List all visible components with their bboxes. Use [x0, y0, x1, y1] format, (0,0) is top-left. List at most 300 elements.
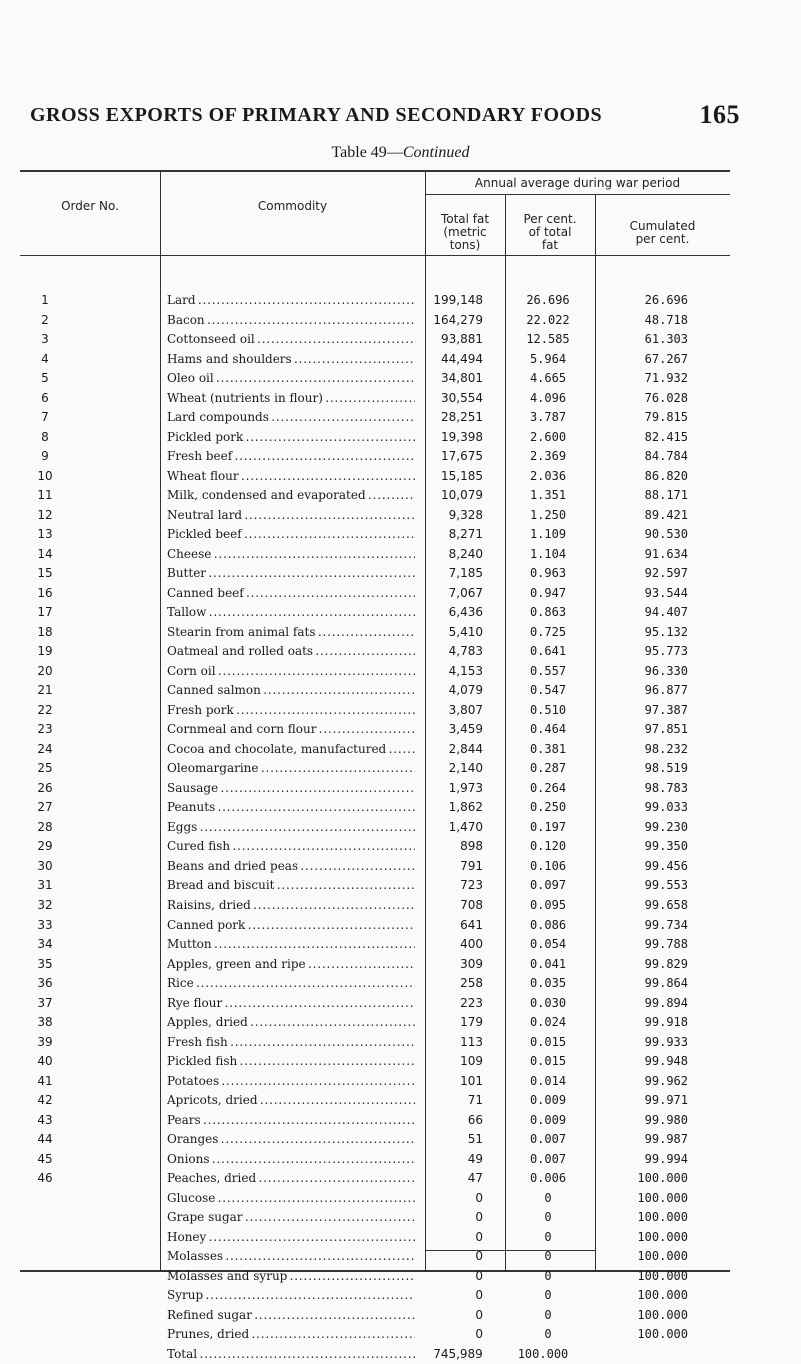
cell-commodity: Hams and shoulders . . .	[167, 352, 415, 366]
cell-fat: 101	[460, 1073, 483, 1088]
cell-commodity: Canned beef . . .	[167, 586, 415, 600]
page-number: 165	[699, 100, 740, 129]
cell-fat: 0	[475, 1288, 483, 1303]
cell-pct: 4.665	[529, 371, 567, 386]
cell-pct: 22.022	[526, 312, 570, 327]
cell-commodity: Wheat (nutrients in flour) . . .	[167, 391, 415, 405]
table-row	[0, 974, 801, 994]
cell-no: 1	[41, 293, 49, 307]
cell-no: 31	[37, 878, 53, 893]
table-row	[0, 311, 801, 331]
cell-cum: 98.519	[644, 761, 688, 776]
cell-commodity: Beans and dried peas . . .	[167, 859, 415, 873]
cell-fat: 3,807	[448, 702, 483, 717]
cell-pct: 0.641	[529, 644, 567, 659]
cell-fat: 400	[460, 937, 483, 952]
table-row	[0, 837, 801, 857]
table-row	[0, 1091, 801, 1111]
cell-commodity: Apricots, dried . . .	[167, 1093, 415, 1107]
cell-pct: 0	[544, 1210, 552, 1225]
table-row	[0, 1111, 801, 1131]
cell-pct: 0.106	[529, 858, 567, 873]
cell-no: 17	[37, 605, 53, 620]
cell-fat: 199,148	[433, 293, 483, 307]
cell-fat: 3,459	[448, 722, 483, 737]
caption-continued: Continued	[402, 144, 470, 161]
cell-pct: 0.054	[529, 937, 567, 952]
cell-cum: 95.773	[644, 644, 688, 659]
cell-cum: 99.734	[644, 917, 688, 932]
cell-no: 37	[37, 995, 53, 1010]
cell-fat: 10,079	[441, 488, 483, 503]
cell-pct: 0	[544, 1288, 552, 1303]
cell-pct: 0	[544, 1307, 552, 1322]
cell-fat: 71	[467, 1093, 483, 1108]
cell-pct: 0.041	[529, 956, 567, 971]
cell-pct: 1.104	[529, 546, 567, 561]
cell-commodity: Canned pork . . .	[167, 918, 415, 932]
cell-commodity: Oleo oil . . .	[167, 371, 415, 385]
cell-cum: 99.987	[644, 1132, 688, 1147]
table-row	[0, 603, 801, 623]
cell-no: 9	[41, 449, 49, 464]
table-row	[0, 740, 801, 760]
cell-no: 30	[37, 858, 53, 873]
cell-pct: 0.024	[529, 1015, 567, 1030]
cell-cum: 48.718	[644, 312, 688, 327]
cell-commodity: Apples, dried . . .	[167, 1015, 415, 1029]
cell-no: 21	[37, 683, 53, 698]
cell-pct: 0.086	[529, 917, 567, 932]
cell-no: 13	[37, 527, 53, 542]
cell-cum: 100.000	[637, 1190, 688, 1205]
table-row	[0, 291, 801, 311]
table-row	[0, 701, 801, 721]
cell-pct: 0	[544, 1249, 552, 1264]
header-per-cent: Per cent. of total fat	[523, 212, 577, 252]
cell-fat: 791	[460, 858, 483, 873]
table-row	[0, 955, 801, 975]
cell-no: 15	[37, 566, 53, 581]
cell-pct: 0.120	[529, 839, 567, 854]
cell-cum: 76.028	[644, 390, 688, 405]
table-row	[0, 1286, 801, 1306]
table-row	[0, 779, 801, 799]
table-row	[0, 545, 801, 565]
cell-cum: 61.303	[644, 332, 688, 347]
table-row	[0, 584, 801, 604]
cell-commodity: Sausage . . .	[167, 781, 415, 795]
cell-fat: 47	[467, 1171, 483, 1186]
cell-no: 44	[37, 1132, 53, 1147]
cell-cum: 98.232	[644, 741, 688, 756]
cell-cum: 93.544	[644, 585, 688, 600]
cell-cum: 97.387	[644, 702, 688, 717]
cell-pct: 0.006	[529, 1171, 567, 1186]
cell-pct: 2.600	[529, 429, 567, 444]
table-row	[0, 1033, 801, 1053]
cell-pct: 0.097	[529, 878, 567, 893]
cell-commodity: Potatoes . . .	[167, 1074, 415, 1088]
table-label: Table 49	[331, 144, 387, 161]
cell-cum: 95.132	[644, 624, 688, 639]
cell-fat: 66	[467, 1112, 483, 1127]
cell-no: 32	[37, 897, 53, 912]
total-label: Total . . .	[167, 1347, 415, 1361]
cell-commodity: Pickled beef . . .	[167, 527, 415, 541]
cell-commodity: Refined sugar . . .	[167, 1308, 415, 1322]
cell-cum: 99.456	[644, 858, 688, 873]
cell-fat: 4,153	[448, 663, 483, 678]
total-fat: 745,989	[433, 1346, 483, 1361]
cell-cum: 99.971	[644, 1093, 688, 1108]
table-row	[0, 525, 801, 545]
cell-no: 4	[41, 351, 49, 366]
cell-commodity: Cottonseed oil . . .	[167, 332, 415, 346]
cell-no: 38	[37, 1015, 53, 1030]
cell-no: 2	[41, 312, 49, 327]
cell-commodity: Pickled pork . . .	[167, 430, 415, 444]
table-row	[0, 1247, 801, 1267]
table-row	[0, 935, 801, 955]
cell-no: 7	[41, 410, 49, 425]
cell-no: 43	[37, 1112, 53, 1127]
cell-fat: 0	[475, 1190, 483, 1205]
table-row	[0, 1150, 801, 1170]
cell-cum: 99.033	[644, 800, 688, 815]
cell-cum: 79.815	[644, 410, 688, 425]
cell-commodity: Cocoa and chocolate, manufactured . . .	[167, 742, 415, 756]
cell-commodity: Milk, condensed and evaporated . . .	[167, 488, 415, 502]
cell-fat: 0	[475, 1327, 483, 1342]
cell-no: 45	[37, 1151, 53, 1166]
cell-fat: 723	[460, 878, 483, 893]
cell-pct: 0.030	[529, 995, 567, 1010]
cell-cum: 99.658	[644, 897, 688, 912]
cell-fat: 5,410	[448, 624, 483, 639]
cell-fat: 898	[460, 839, 483, 854]
cell-cum: 97.851	[644, 722, 688, 737]
cell-cum: 99.918	[644, 1015, 688, 1030]
cell-pct: 0.264	[529, 780, 567, 795]
cell-pct: 0.725	[529, 624, 567, 639]
table-row	[0, 662, 801, 682]
cell-pct: 1.351	[529, 488, 567, 503]
cell-cum: 89.421	[644, 507, 688, 522]
table-row	[0, 1208, 801, 1228]
cell-commodity: Raisins, dried . . .	[167, 898, 415, 912]
table-row	[0, 1169, 801, 1189]
table-row	[0, 428, 801, 448]
cell-cum: 98.783	[644, 780, 688, 795]
cell-pct: 0.007	[529, 1151, 567, 1166]
cell-pct: 1.109	[529, 527, 567, 542]
cell-fat: 17,675	[441, 449, 483, 464]
cell-pct: 0.009	[529, 1112, 567, 1127]
cell-commodity: Honey . . .	[167, 1230, 415, 1244]
cell-no: 46	[37, 1171, 53, 1186]
cell-pct: 2.036	[529, 468, 567, 483]
cell-commodity: Stearin from animal fats . . .	[167, 625, 415, 639]
cell-commodity: Syrup . . .	[167, 1288, 415, 1302]
cell-fat: 7,185	[448, 566, 483, 581]
group-header-rule	[425, 194, 730, 195]
table-row	[0, 623, 801, 643]
cell-no: 20	[37, 663, 53, 678]
cell-commodity: Prunes, dried . . .	[167, 1327, 415, 1341]
cell-commodity: Lard . . .	[167, 293, 415, 307]
cell-commodity: Rye flour . . .	[167, 996, 415, 1010]
cell-no: 27	[37, 800, 53, 815]
cell-no: 39	[37, 1034, 53, 1049]
cell-fat: 19,398	[441, 429, 483, 444]
table-row	[0, 896, 801, 916]
cell-commodity: Fresh pork . . .	[167, 703, 415, 717]
table-row	[0, 1267, 801, 1287]
cell-fat: 4,783	[448, 644, 483, 659]
cell-fat: 2,844	[448, 741, 483, 756]
cell-fat: 8,240	[448, 546, 483, 561]
cell-fat: 109	[460, 1054, 483, 1069]
cell-commodity: Oatmeal and rolled oats . . .	[167, 644, 415, 658]
cell-no: 26	[37, 780, 53, 795]
cell-pct: 0.197	[529, 819, 567, 834]
cell-fat: 30,554	[441, 390, 483, 405]
cell-commodity: Fresh fish . . .	[167, 1035, 415, 1049]
cell-fat: 179	[460, 1015, 483, 1030]
header-order-no: Order No.	[61, 199, 119, 213]
cell-cum: 100.000	[637, 1268, 688, 1283]
cell-pct: 3.787	[529, 410, 567, 425]
cell-cum: 96.877	[644, 683, 688, 698]
cell-cum: 99.933	[644, 1034, 688, 1049]
cell-no: 24	[37, 741, 53, 756]
table-row	[0, 759, 801, 779]
cell-pct: 0.510	[529, 702, 567, 717]
cell-commodity: Rice . . .	[167, 976, 415, 990]
cell-pct: 0.015	[529, 1034, 567, 1049]
cell-commodity: Onions . . .	[167, 1152, 415, 1166]
cell-no: 3	[41, 332, 49, 347]
table-body	[0, 291, 801, 1364]
cell-pct: 2.369	[529, 449, 567, 464]
cell-fat: 0	[475, 1249, 483, 1264]
table-row	[0, 408, 801, 428]
cell-pct: 0.250	[529, 800, 567, 815]
cell-fat: 309	[460, 956, 483, 971]
cell-cum: 88.171	[644, 488, 688, 503]
cell-fat: 164,279	[433, 312, 483, 327]
cell-commodity: Butter . . .	[167, 566, 415, 580]
cell-pct: 0	[544, 1327, 552, 1342]
cell-cum: 99.553	[644, 878, 688, 893]
cell-commodity: Corn oil . . .	[167, 664, 415, 678]
cell-cum: 100.000	[637, 1288, 688, 1303]
cell-commodity: Bacon . . .	[167, 313, 415, 327]
cell-pct: 0.015	[529, 1054, 567, 1069]
table-row	[0, 369, 801, 389]
cell-pct: 1.250	[529, 507, 567, 522]
cell-fat: 7,067	[448, 585, 483, 600]
cell-pct: 0	[544, 1229, 552, 1244]
total-row	[0, 1345, 801, 1364]
cell-no: 36	[37, 976, 53, 991]
cell-pct: 26.696	[526, 293, 570, 307]
cell-cum: 100.000	[637, 1249, 688, 1264]
cell-no: 6	[41, 390, 49, 405]
table-row	[0, 1052, 801, 1072]
table-row	[0, 389, 801, 409]
table-row	[0, 876, 801, 896]
cell-pct: 0.287	[529, 761, 567, 776]
cell-cum: 92.597	[644, 566, 688, 581]
cell-no: 35	[37, 956, 53, 971]
cell-fat: 1,470	[448, 819, 483, 834]
cell-no: 41	[37, 1073, 53, 1088]
table-row	[0, 798, 801, 818]
cell-commodity: Glucose . . .	[167, 1191, 415, 1205]
running-head-title: GROSS EXPORTS OF PRIMARY AND SECONDARY FOODS	[30, 104, 603, 126]
cell-pct: 0	[544, 1190, 552, 1205]
cell-fat: 641	[460, 917, 483, 932]
total-pct: 100.000	[517, 1346, 569, 1361]
cell-fat: 51	[467, 1132, 483, 1147]
cell-commodity: Neutral lard . . .	[167, 508, 415, 522]
cell-fat: 6,436	[448, 605, 483, 620]
cell-no: 10	[37, 468, 53, 483]
cell-fat: 1,862	[448, 800, 483, 815]
cell-fat: 28,251	[441, 410, 483, 425]
cell-fat: 223	[460, 995, 483, 1010]
cell-no: 23	[37, 722, 53, 737]
cell-no: 28	[37, 819, 53, 834]
table-row	[0, 720, 801, 740]
cell-fat: 0	[475, 1307, 483, 1322]
cell-cum: 26.696	[644, 293, 688, 307]
table-row	[0, 1228, 801, 1248]
cell-pct: 0.009	[529, 1093, 567, 1108]
cell-commodity: Lard compounds . . .	[167, 410, 415, 424]
cell-no: 11	[37, 488, 53, 503]
cell-cum: 71.932	[644, 371, 688, 386]
cell-cum: 99.829	[644, 956, 688, 971]
table-row	[0, 1325, 801, 1345]
cell-fat: 258	[460, 976, 483, 991]
cell-fat: 0	[475, 1229, 483, 1244]
cell-cum: 99.980	[644, 1112, 688, 1127]
cell-pct: 0.863	[529, 605, 567, 620]
cell-cum: 99.962	[644, 1073, 688, 1088]
cell-cum: 91.634	[644, 546, 688, 561]
cell-commodity: Wheat flour . . .	[167, 469, 415, 483]
header-group: Annual average during war period	[474, 176, 681, 190]
cell-cum: 96.330	[644, 663, 688, 678]
cell-no: 29	[37, 839, 53, 854]
table-row	[0, 916, 801, 936]
table-row	[0, 1189, 801, 1209]
cell-commodity: Grape sugar . . .	[167, 1210, 415, 1224]
cell-commodity: Bread and biscuit . . .	[167, 878, 415, 892]
cell-cum: 100.000	[637, 1327, 688, 1342]
cell-pct: 0.557	[529, 663, 567, 678]
cell-no: 16	[37, 585, 53, 600]
cell-fat: 93,881	[441, 332, 483, 347]
table-row	[0, 486, 801, 506]
cell-commodity: Cured fish . . .	[167, 839, 415, 853]
cell-cum: 99.230	[644, 819, 688, 834]
cell-no: 5	[41, 371, 49, 386]
cell-no: 25	[37, 761, 53, 776]
cell-no: 14	[37, 546, 53, 561]
cell-fat: 49	[467, 1151, 483, 1166]
cell-pct: 0.464	[529, 722, 567, 737]
cell-fat: 9,328	[448, 507, 483, 522]
cell-fat: 4,079	[448, 683, 483, 698]
cell-fat: 0	[475, 1268, 483, 1283]
table-row	[0, 681, 801, 701]
cell-commodity: Fresh beef . . .	[167, 449, 415, 463]
header-bottom-rule	[20, 255, 730, 256]
cell-fat: 1,973	[448, 780, 483, 795]
cell-cum: 99.894	[644, 995, 688, 1010]
cell-no: 19	[37, 644, 53, 659]
cell-no: 34	[37, 937, 53, 952]
cell-cum: 99.994	[644, 1151, 688, 1166]
cell-commodity: Pickled fish . . .	[167, 1054, 415, 1068]
cell-fat: 2,140	[448, 761, 483, 776]
table-row	[0, 447, 801, 467]
cell-fat: 113	[460, 1034, 483, 1049]
cell-cum: 86.820	[644, 468, 688, 483]
cell-no: 40	[37, 1054, 53, 1069]
table-row	[0, 467, 801, 487]
cell-cum: 100.000	[637, 1171, 688, 1186]
cell-no: 8	[41, 429, 49, 444]
cell-commodity: Pears . . .	[167, 1113, 415, 1127]
cell-no: 18	[37, 624, 53, 639]
cell-fat: 0	[475, 1210, 483, 1225]
cell-commodity: Apples, green and ripe . . .	[167, 957, 415, 971]
table-row	[0, 1013, 801, 1033]
cell-pct: 0.547	[529, 683, 567, 698]
table-row	[0, 1306, 801, 1326]
cell-commodity: Eggs . . .	[167, 820, 415, 834]
cell-no: 22	[37, 702, 53, 717]
cell-cum: 99.788	[644, 937, 688, 952]
cell-cum: 82.415	[644, 429, 688, 444]
cell-cum: 100.000	[637, 1210, 688, 1225]
table-row	[0, 857, 801, 877]
cell-commodity: Molasses . . .	[167, 1249, 415, 1263]
table-row	[0, 642, 801, 662]
table-top-rule	[20, 170, 730, 172]
header-commodity: Commodity	[257, 199, 328, 213]
header-total-fat: Total fat (metric tons)	[440, 212, 490, 252]
cell-pct: 0.035	[529, 976, 567, 991]
cell-pct: 0.947	[529, 585, 567, 600]
cell-cum: 67.267	[644, 351, 688, 366]
table-row	[0, 1130, 801, 1150]
cell-commodity: Cornmeal and corn flour . . .	[167, 722, 415, 736]
cell-fat: 15,185	[441, 468, 483, 483]
cell-fat: 44,494	[441, 351, 483, 366]
table-row	[0, 1072, 801, 1092]
cell-fat: 34,801	[441, 371, 483, 386]
cell-pct: 0.007	[529, 1132, 567, 1147]
cell-cum: 94.407	[644, 605, 688, 620]
cell-pct: 4.096	[529, 390, 567, 405]
cell-commodity: Oranges . . .	[167, 1132, 415, 1146]
